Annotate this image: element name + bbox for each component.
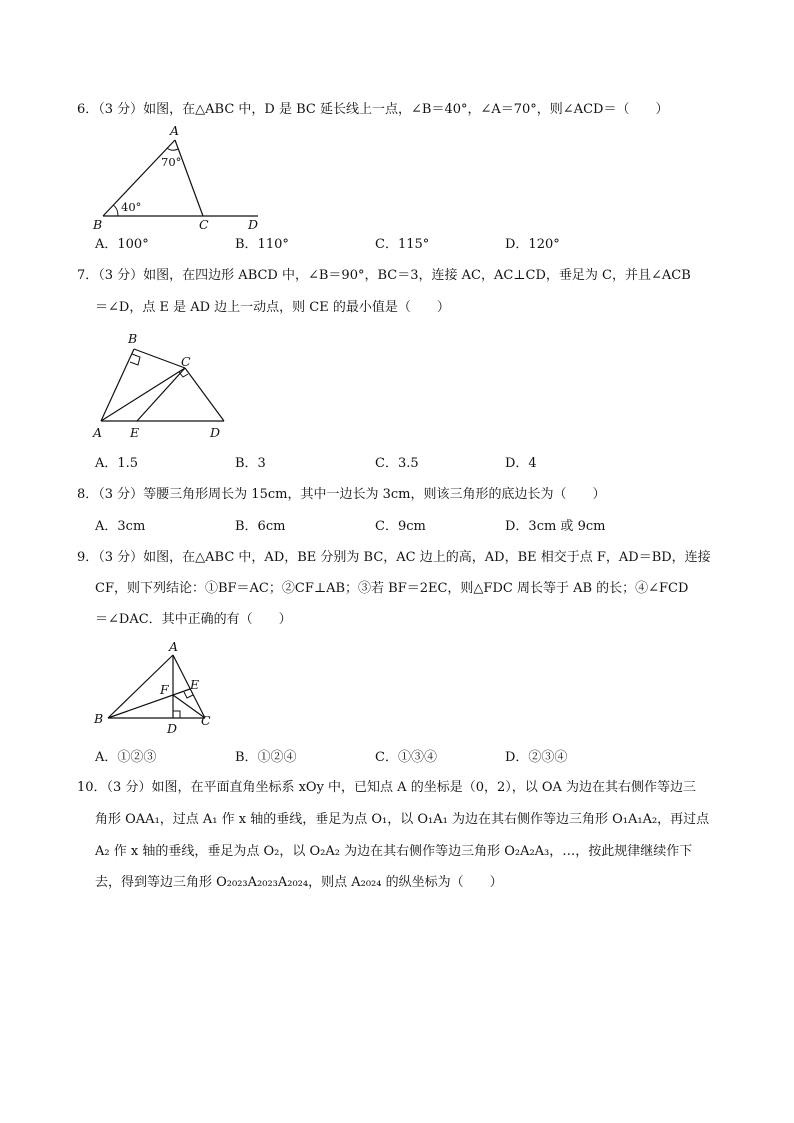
q8-option-c[interactable]: C．9cm [375, 519, 426, 534]
question-9-line-1: 9．（3 分）如图，在△ABC 中，AD，BE 分别为 BC，AC 边上的高，AD，BE 相交于点 F，AD＝BD，连接 [77, 550, 711, 565]
question-9-line-3: ＝∠DAC．其中正确的有（ ） [95, 612, 292, 627]
fig9-label-d: D [167, 721, 178, 736]
q6-option-a[interactable]: A．100° [95, 237, 149, 252]
fig7-label-d: D [210, 425, 221, 440]
question-6-figure [88, 122, 268, 232]
q7-option-a[interactable]: A．1.5 [95, 456, 139, 471]
fig6-label-a: A [170, 123, 180, 138]
q9-option-c[interactable]: C．①③④ [375, 750, 437, 765]
q8-option-b[interactable]: B．6cm [235, 519, 286, 534]
fig6-angle-b: 40° [121, 200, 142, 214]
q6-option-b[interactable]: B．110° [235, 237, 289, 252]
question-8-text: 8．（3 分）等腰三角形周长为 15cm，其中一边长为 3cm，则该三角形的底边长为（ ） [77, 487, 606, 502]
fig6-label-c: C [199, 217, 209, 232]
question-9-options [95, 749, 655, 767]
question-10-line-2: 角形 OAA₁，过点 A₁ 作 x 轴的垂线，垂足为点 O₁，以 O₁A₁ 为边在其右侧作等边三角形 O₁A₁A₂，再过点 [95, 812, 710, 827]
q8-option-a[interactable]: A．3cm [95, 519, 146, 534]
q9-option-d[interactable]: D．②③④ [505, 750, 568, 765]
fig9-label-f: F [160, 682, 169, 697]
q7-option-d[interactable]: D．4 [505, 456, 537, 471]
fig6-label-d: D [248, 217, 259, 232]
question-8-options [95, 518, 655, 536]
q7-option-c[interactable]: C．3.5 [375, 456, 419, 471]
question-7-options [95, 455, 655, 473]
q8-option-d[interactable]: D．3cm 或 9cm [505, 519, 606, 534]
q9-option-b[interactable]: B．①②④ [235, 750, 297, 765]
question-6-options [95, 236, 655, 254]
q9-option-a[interactable]: A．①②③ [95, 750, 157, 765]
fig6-angle-a: 70° [161, 155, 182, 169]
fig9-label-c: C [201, 713, 211, 728]
fig7-label-a: A [93, 425, 103, 440]
question-7-figure [88, 326, 238, 444]
question-7-line-2: ＝∠D，点 E 是 AD 边上一动点，则 CE 的最小值是（ ） [95, 300, 450, 315]
fig9-label-b: B [94, 711, 104, 726]
question-10-line-4: 去，得到等边三角形 O₂₀₂₃A₂₀₂₃A₂₀₂₄，则点 A₂₀₂₄ 的纵坐标为（ ） [95, 875, 503, 890]
q6-option-d[interactable]: D．120° [505, 237, 560, 252]
fig9-label-a: A [169, 639, 179, 654]
fig7-label-c: C [181, 354, 191, 369]
fig7-label-e: E [130, 425, 140, 440]
question-7-line-1: 7．（3 分）如图，在四边形 ABCD 中，∠B＝90°，BC＝3，连接 AC，AC⊥CD，垂足为 C，并且∠ACB [77, 268, 691, 283]
q6-option-c[interactable]: C．115° [375, 237, 430, 252]
fig6-label-b: B [93, 217, 103, 232]
fig9-label-e: E [190, 677, 200, 692]
question-9-line-2: CF，则下列结论：①BF＝AC；②CF⊥AB；③若 BF＝2EC，则△FDC 周长等于 AB 的长；④∠FCD [95, 581, 689, 596]
question-6-text: 6．（3 分）如图，在△ABC 中，D 是 BC 延长线上一点，∠B＝40°，∠A＝70°，则∠ACD＝（ ） [77, 102, 669, 117]
question-9-figure [88, 637, 228, 745]
q7-option-b[interactable]: B．3 [235, 456, 266, 471]
question-10-line-1: 10．（3 分）如图，在平面直角坐标系 xOy 中，已知点 A 的坐标是（0，2），以 OA 为边在其右侧作等边三 [77, 780, 697, 795]
question-10-line-3: A₂ 作 x 轴的垂线，垂足为点 O₂，以 O₂A₂ 为边在其右侧作等边三角形 O₂A₂A₃，…，按此规律继续作下 [95, 844, 693, 859]
fig7-label-b: B [128, 331, 138, 346]
